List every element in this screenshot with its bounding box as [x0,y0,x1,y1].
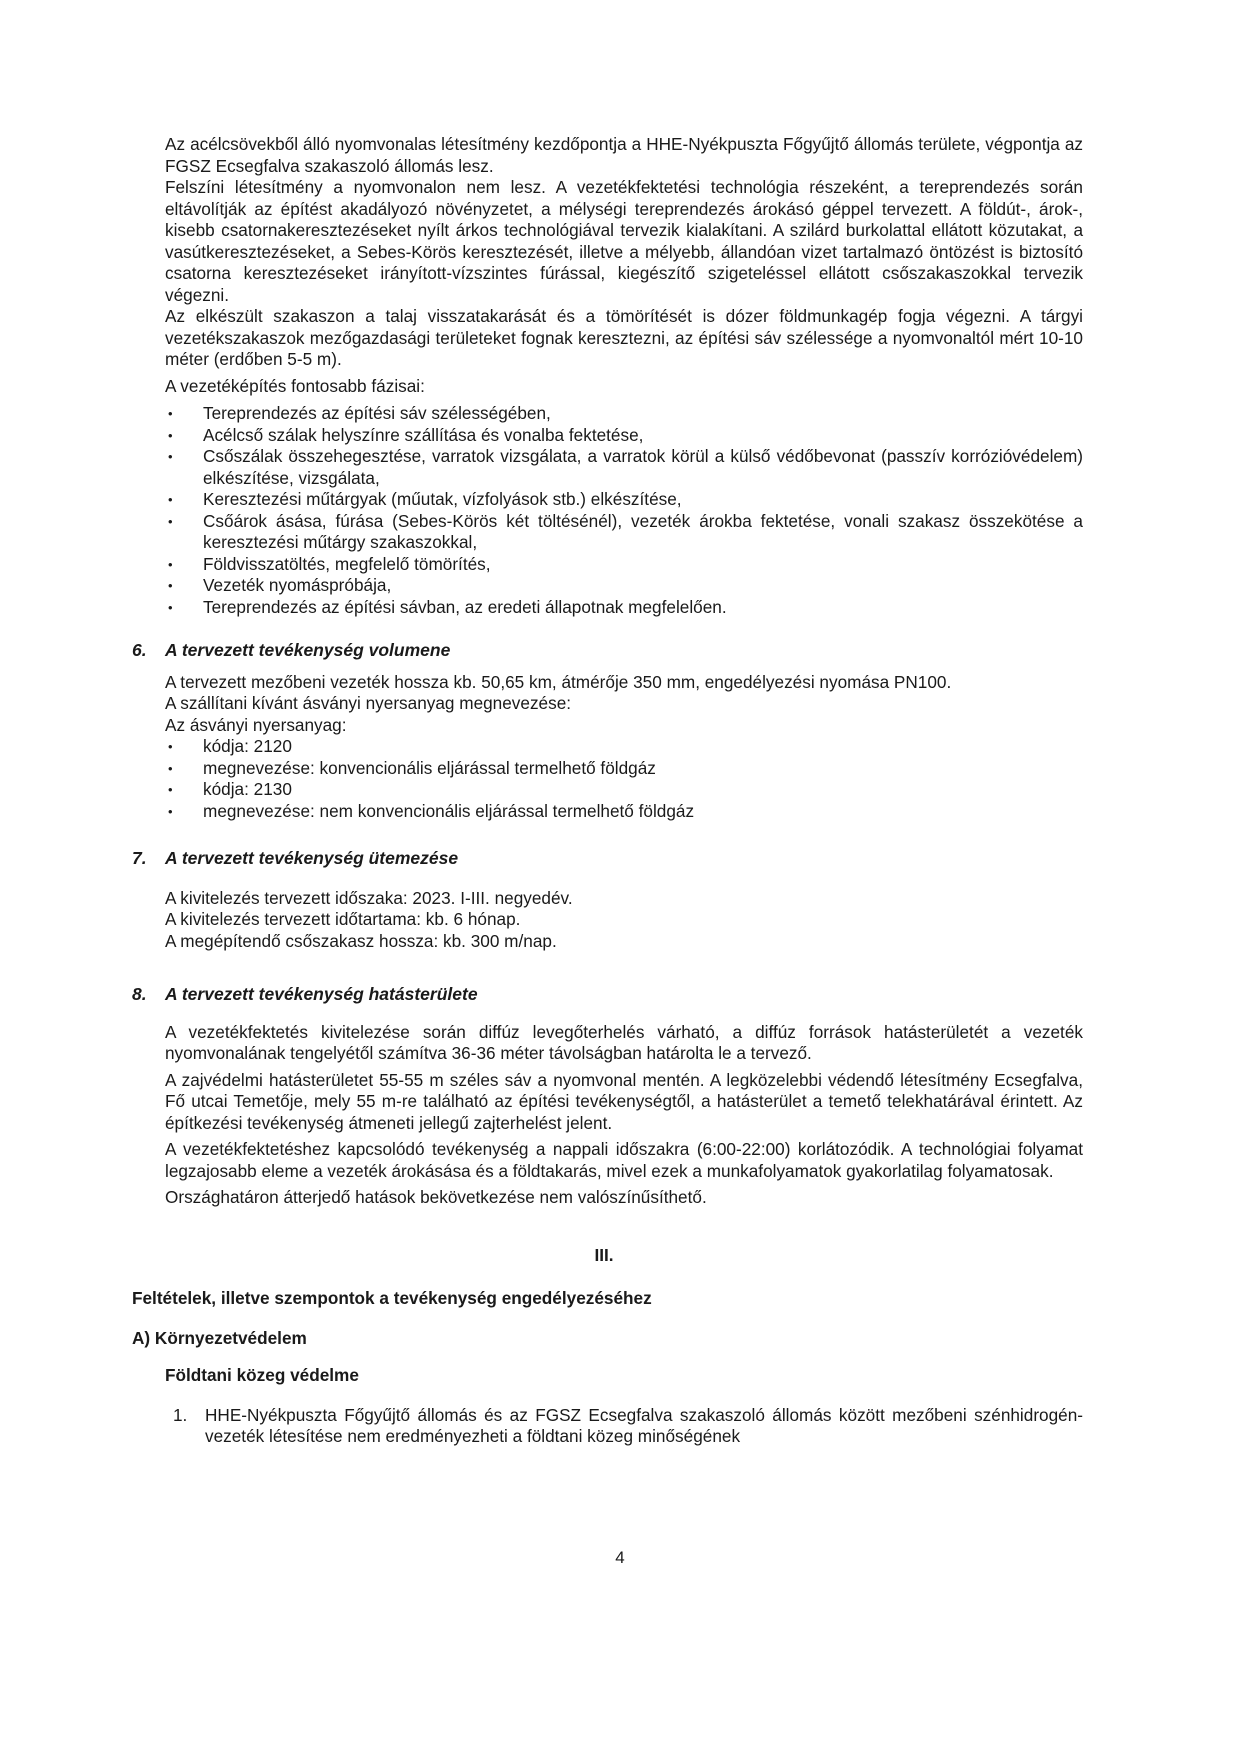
conditions-list [165,1405,1083,1448]
list-item: • Csőárok ásása, fúrása (Sebes-Körös két töltésénél), vezeték árokba fektetése, vonali szakasz összekötése a keresztezési műtárgy szakaszokkal, [165,511,1083,554]
section-6-line-2: A szállítani kívánt ásványi nyersanyag megnevezése: [165,693,572,713]
intro-paragraph-1: Az acélcsövekből álló nyomvonalas létesítmény kezdőpontja a HHE-Nyékpuszta Főgyűjtő állomás területe, végpontja az FGSZ Ecsegfalva szakaszoló állomás lesz. [165,134,1083,176]
section-7-line-3: A megépítendő csőszakasz hossza: kb. 300 m/nap. [165,930,557,951]
subsection-environment: A) Környezetvédelem [132,1327,307,1348]
section-8-paragraph-2: A zajvédelmi hatásterületet 55-55 m széles sáv a nyomvonal mentén. A legközelebbi védendő létesítmény Ecsegfalva, Fő utcai Temetője, mely 55 m-re található az építési tevékenységtől, a hatásterület a temető telekhatárával érintett. Az építkezési tevékenység átmeneti jellegű zajterhelést jelent. [165,1069,1083,1133]
list-item: • Földvisszatöltés, megfelelő tömörítés, [165,554,1083,576]
list-item: • kódja: 2120 [165,736,1083,758]
part-roman-numeral: III. [594,1244,614,1265]
list-item: • Tereprendezés az építési sávban, az eredeti állapotnak megfelelően. [165,597,1083,619]
item-number: 1. [173,1404,188,1425]
mineral-list [165,736,1083,822]
section-7-line-2: A kivitelezés tervezett időtartama: kb. 6 hónap. [165,909,521,929]
section-8-heading [132,984,1083,1006]
list-item: • Tereprendezés az építési sáv szélességében, [165,403,1083,425]
subsection-geology: Földtani közeg védelme [165,1365,359,1385]
section-7-heading [132,848,1083,870]
section-7-number: 7. [132,848,147,868]
page-number: 4 [615,1548,625,1567]
section-8-number: 8. [132,984,147,1004]
item-text: HHE-Nyékpuszta Főgyűjtő állomás és az FGSZ Ecsegfalva szakaszoló állomás között mezőbeni szénhidrogén-vezeték létesítése nem eredményezheti a földtani közeg minőségének [205,1404,1083,1446]
list-item: • megnevezése: nem konvencionális eljárással termelhető földgáz [165,801,1083,823]
list-item: • Acélcső szálak helyszínre szállítása és vonalba fektetése, [165,425,1083,447]
list-item: • Csőszálak összehegesztése, varratok vizsgálata, a varratok körül a külső védőbevonat (passzív korrózióvédelem) elkészítése, vizsgálata, [165,446,1083,489]
list-item [165,1405,1083,1448]
phases-label: A vezetéképítés fontosabb fázisai: [165,375,425,396]
section-8-paragraph-4: Országhatáron átterjedő hatások bekövetkezése nem valószínűsíthető. [165,1187,707,1207]
list-item: • Keresztezési műtárgyak (műutak, vízfolyások stb.) elkészítése, [165,489,1083,511]
section-6-line-1: A tervezett mezőbeni vezeték hossza kb. 50,65 km, átmérője 350 mm, engedélyezési nyomása PN100. [165,671,952,692]
section-6-number: 6. [132,640,147,660]
intro-paragraph-2: Felszíni létesítmény a nyomvonalon nem lesz. A vezetékfektetési technológia részeként, a tereprendezés során eltávolítják az építést akadályozó növényzetet, a mélységi tereprendezés árokásó géppel tervezett. A földút-, árok-, kisebb csatornakeresztezéseket nyílt árkos technológiával tervezik kialakítani. A szilárd burkolattal ellátott közutakat, a vasútkeresztezéseket, a Sebes-Körös keresztezését, illetve a mélyebb, állandóan vizet tartalmazó öntözést is biztosító csatorna keresztezéseket irányított-vízszintes fúrással, kiegészítő szigeteléssel ellátott csőszakaszokkal tervezik végezni. [165,177,1083,305]
section-8-paragraph-1: A vezetékfektetés kivitelezése során diffúz levegőterhelés várható, a diffúz források hatásterületét a vezeték nyomvonalának tengelyétől számítva 36-36 méter távolságban határolta le a tervező. [165,1021,1083,1063]
section-8-title: A tervezett tevékenység hatásterülete [165,984,478,1004]
list-item: • Vezeték nyomáspróbája, [165,575,1083,597]
section-7-title: A tervezett tevékenység ütemezése [165,848,459,868]
section-8-paragraph-3: A vezetékfektetéshez kapcsolódó tevékenység a nappali időszakra (6:00-22:00) korlátozódik. A technológiai folyamat legzajosabb eleme a vezeték árokásása és a földtakarás, mivel ezek a munkafolyamatok gyakorlatilag folyamatosak. [165,1139,1083,1181]
part-title: Feltételek, illetve szempontok a tevékenység engedélyezéséhez [132,1288,652,1308]
section-6-title: A tervezett tevékenység volumene [165,640,451,660]
phases-list [165,403,1083,618]
page-content [132,134,1083,1448]
section-7-line-1: A kivitelezés tervezett időszaka: 2023. I-III. negyedév. [165,887,573,908]
intro-paragraph-3: Az elkészült szakaszon a talaj visszatakarását és a tömörítését is dózer földmunkagép fogja végezni. A tárgyi vezetékszakaszok mezőgazdasági területeket fognak keresztezni, az építési sáv szélessége a nyomvonaltól mért 10-10 méter (erdőben 5-5 m). [165,306,1083,369]
section-6-line-3: Az ásványi nyersanyag: [165,714,347,735]
list-item: • megnevezése: konvencionális eljárással termelhető földgáz [165,758,1083,780]
section-6-heading [132,640,1083,662]
list-item: • kódja: 2130 [165,779,1083,801]
